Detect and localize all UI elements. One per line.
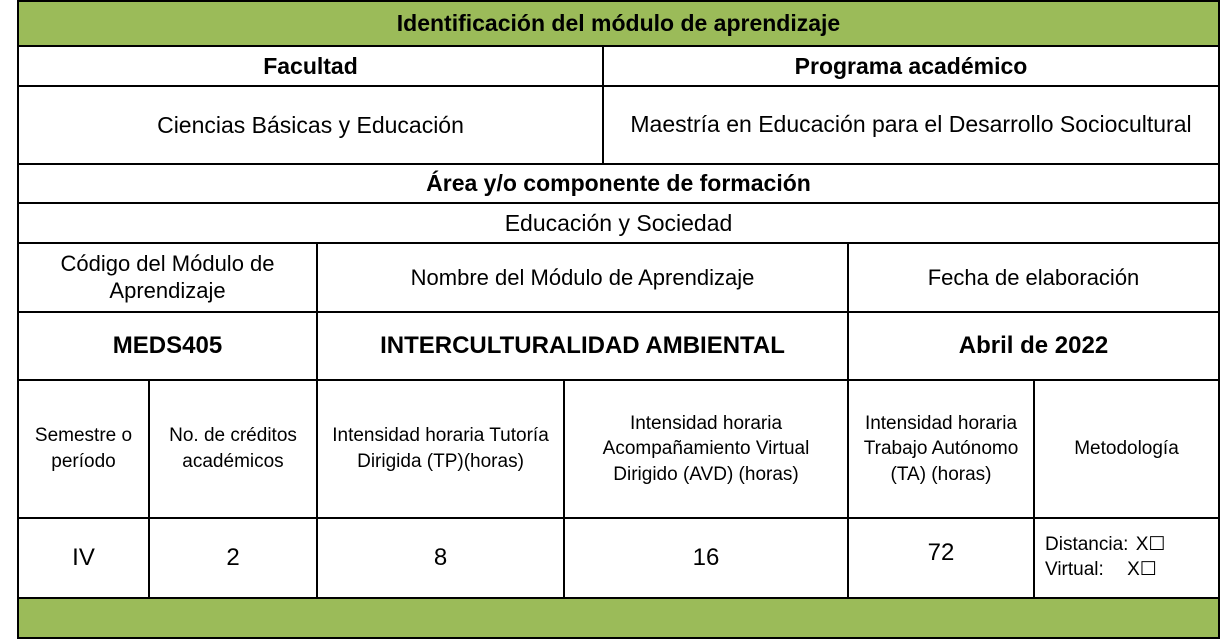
nombre-value: INTERCULTURALIDAD AMBIENTAL: [317, 312, 848, 380]
metodologia-header: Metodología: [1034, 380, 1219, 518]
facultad-value: Ciencias Básicas y Educación: [18, 86, 603, 164]
ta-value: 72: [848, 518, 1034, 598]
distancia-checkbox[interactable]: X☐: [1135, 534, 1166, 556]
form-title: Identificación del módulo de aprendizaje: [18, 1, 1219, 46]
semestre-value: IV: [18, 518, 149, 598]
area-value: Educación y Sociedad: [18, 203, 1219, 243]
fecha-value: Abril de 2022: [848, 312, 1219, 380]
creditos-header: No. de créditos académicos: [149, 380, 317, 518]
metodologia-cell: [1034, 518, 1219, 598]
virtual-checkbox[interactable]: X☐: [1127, 559, 1157, 580]
tp-header: Intensidad horaria Tutoría Dirigida (TP)(horas): [317, 380, 564, 518]
metodologia-distancia: [1045, 533, 1214, 558]
avd-value: 16: [564, 518, 848, 598]
programa-label: Programa académico: [603, 46, 1219, 86]
distancia-label: Distancia:: [1045, 534, 1129, 556]
metodologia-virtual: [1045, 558, 1214, 583]
programa-value: Maestría en Educación para el Desarrollo Sociocultural: [603, 86, 1219, 164]
creditos-value: 2: [149, 518, 317, 598]
avd-header: Intensidad horaria Acompañamiento Virtual Dirigido (AVD) (horas): [564, 380, 848, 518]
module-identification-table: [17, 0, 1220, 639]
area-label: Área y/o componente de formación: [18, 164, 1219, 203]
tp-value: 8: [317, 518, 564, 598]
codigo-value: MEDS405: [18, 312, 317, 380]
nombre-label: Nombre del Módulo de Aprendizaje: [317, 243, 848, 312]
virtual-label: Virtual:: [1045, 559, 1104, 580]
fecha-label: Fecha de elaboración: [848, 243, 1219, 312]
semestre-header: Semestre o período: [18, 380, 149, 518]
facultad-label: Facultad: [18, 46, 603, 86]
ta-header: Intensidad horaria Trabajo Autónomo (TA) (horas): [848, 380, 1034, 518]
next-section-header: [18, 598, 1219, 638]
codigo-label: Código del Módulo de Aprendizaje: [18, 243, 317, 312]
